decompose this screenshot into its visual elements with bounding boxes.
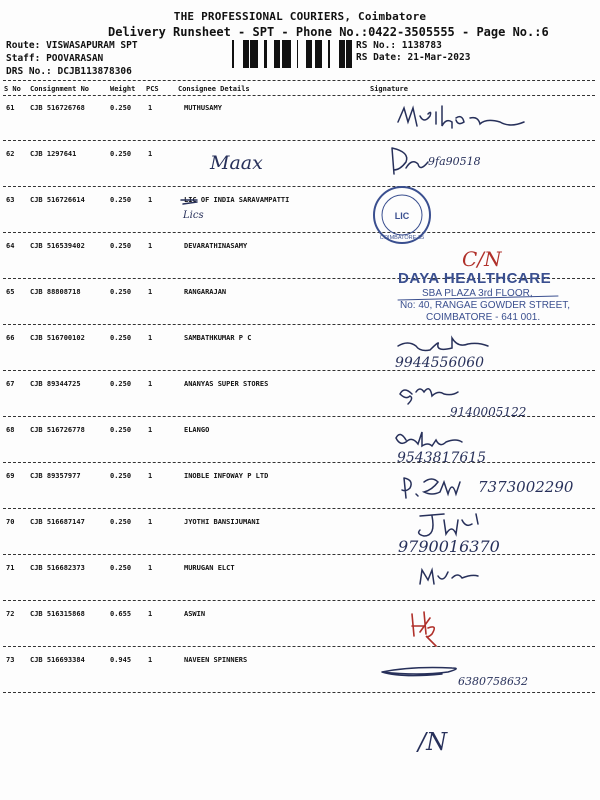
col-weight: Weight bbox=[110, 85, 136, 93]
drs-value: DCJB113878306 bbox=[57, 66, 132, 77]
row-sno: 68 bbox=[6, 426, 15, 434]
signature-73 bbox=[382, 668, 456, 676]
staff-value: POOVARASAN bbox=[46, 53, 104, 64]
row-weight: 0.655 bbox=[110, 610, 132, 618]
row-pcs: 1 bbox=[148, 564, 153, 572]
row-weight: 0.250 bbox=[110, 426, 132, 434]
row-pcs: 1 bbox=[148, 150, 153, 158]
signature-68 bbox=[396, 432, 462, 446]
row-pcs: 1 bbox=[148, 104, 153, 112]
row-pcs: 1 bbox=[148, 426, 153, 434]
row-pcs: 1 bbox=[148, 196, 153, 204]
drs-label: DRS No.: bbox=[6, 66, 52, 77]
col-pcs: PCS bbox=[146, 85, 159, 93]
signature-67 bbox=[400, 389, 458, 404]
row-pcs: 1 bbox=[148, 472, 153, 480]
row-consignment: CJB 516726614 bbox=[30, 196, 85, 204]
row-weight: 0.945 bbox=[110, 656, 132, 664]
route-value: VISWASAPURAM SPT bbox=[46, 40, 138, 51]
col-signature: Signature bbox=[370, 85, 408, 93]
row-consignment: CJB 516315868 bbox=[30, 610, 85, 618]
signature-69 bbox=[402, 478, 460, 498]
stamp-line4: COIMBATORE - 641 001. bbox=[426, 312, 541, 323]
row-weight: 0.250 bbox=[110, 334, 132, 342]
row-weight: 0.250 bbox=[110, 472, 132, 480]
signature-71 bbox=[420, 570, 478, 584]
row-consignee: DEVARATHINASAMY bbox=[184, 242, 248, 250]
hand-row63-note: Lics bbox=[183, 210, 204, 221]
row-consignment: CJB 516726768 bbox=[30, 104, 85, 112]
col-consignment: Consignment No bbox=[30, 85, 90, 93]
row-weight: 0.250 bbox=[110, 242, 132, 250]
row-sno: 66 bbox=[6, 334, 15, 342]
row-pcs: 1 bbox=[148, 334, 153, 342]
hr-mark-72 bbox=[412, 612, 436, 646]
row-consignee: JYOTHI BANSIJUMANI bbox=[184, 518, 260, 526]
row-consignment: CJB 516700102 bbox=[30, 334, 85, 342]
hand-phone-66: 9944556060 bbox=[395, 355, 485, 371]
row-consignment: CJB 516693384 bbox=[30, 656, 85, 664]
row-consignment: CJB 88808718 bbox=[30, 288, 81, 296]
hand-phone-70: 9790016370 bbox=[398, 537, 500, 556]
lic-seal bbox=[374, 187, 430, 243]
row-pcs: 1 bbox=[148, 518, 153, 526]
stamp-line3: No: 40, RANGAE GOWDER STREET, bbox=[400, 300, 571, 311]
row-sno: 73 bbox=[6, 656, 15, 664]
rs-no-value: 1138783 bbox=[401, 40, 442, 51]
rs-date-label: RS Date: bbox=[356, 52, 402, 63]
row-pcs: 1 bbox=[148, 380, 153, 388]
signature-66 bbox=[398, 338, 488, 351]
row-consignment: CJB 516682373 bbox=[30, 564, 85, 572]
hand-maax: Maax bbox=[210, 152, 263, 174]
row-consignee: MURUGAN ELCT bbox=[184, 564, 235, 572]
seal-ring: COIMBATORE-35 bbox=[379, 235, 425, 241]
row-sno: 71 bbox=[6, 564, 15, 572]
row-weight: 0.250 bbox=[110, 518, 132, 526]
row-consignee: INOBLE INFOWAY P LTD bbox=[184, 472, 269, 480]
col-consignee: Consignee Details bbox=[178, 85, 250, 93]
row-consignee: SAMBATHKUMAR P C bbox=[184, 334, 252, 342]
route-label: Route: bbox=[6, 40, 41, 51]
hand-phone-69: 7373002290 bbox=[478, 478, 574, 496]
hand-phone-67: 9140005122 bbox=[450, 405, 527, 419]
row-pcs: 1 bbox=[148, 610, 153, 618]
hand-phone-73: 6380758632 bbox=[458, 675, 528, 688]
strike-63 bbox=[181, 200, 197, 204]
col-sno: S No bbox=[4, 85, 21, 93]
stamp-line2: SBA PLAZA 3rd FLOOR, bbox=[422, 288, 533, 299]
row-weight: 0.250 bbox=[110, 380, 132, 388]
row-pcs: 1 bbox=[148, 242, 153, 250]
row-consignee: ASWIN bbox=[184, 610, 206, 618]
row-consignment: CJB 516539402 bbox=[30, 242, 85, 250]
hand-hr-72 bbox=[430, 628, 431, 629]
row-consignee: LIC OF INDIA SARAVAMPATTI bbox=[184, 196, 290, 204]
row-sno: 72 bbox=[6, 610, 15, 618]
rs-no-label: RS No.: bbox=[356, 40, 397, 51]
stamp-line1: DAYA HEALTHCARE bbox=[398, 270, 552, 287]
row-weight: 0.250 bbox=[110, 564, 132, 572]
row-sno: 61 bbox=[6, 104, 15, 112]
row-consignee: NAVEEN SPINNERS bbox=[184, 656, 248, 664]
row-consignee: ELANGO bbox=[184, 426, 210, 434]
row-consignee: RANGARAJAN bbox=[184, 288, 227, 296]
runsheet-title: Delivery Runsheet - SPT - Phone No.:0422-3505555 - Page No.:6 bbox=[108, 25, 549, 39]
rs-date-value: 21-Mar-2023 bbox=[407, 52, 471, 63]
cn-mark: C/N bbox=[462, 247, 502, 271]
row-sno: 69 bbox=[6, 472, 15, 480]
row-weight: 0.250 bbox=[110, 196, 132, 204]
row-pcs: 1 bbox=[148, 288, 153, 296]
row-sno: 62 bbox=[6, 150, 15, 158]
row-consignment: CJB 516687147 bbox=[30, 518, 85, 526]
row-weight: 0.250 bbox=[110, 104, 132, 112]
seal-center: LIC bbox=[394, 211, 410, 221]
row-pcs: 1 bbox=[148, 656, 153, 664]
row-consignee: MUTHUSAMY bbox=[184, 104, 222, 112]
row-sno: 65 bbox=[6, 288, 15, 296]
signature-61 bbox=[398, 106, 524, 128]
row-consignment: CJB 516726778 bbox=[30, 426, 85, 434]
signature-70 bbox=[419, 514, 478, 536]
hand-bottom-mark: /N bbox=[418, 728, 448, 756]
hand-phone-68: 9543817615 bbox=[397, 450, 487, 466]
signature-62 bbox=[392, 148, 428, 174]
row-sno: 64 bbox=[6, 242, 15, 250]
row-consignment: CJB 89344725 bbox=[30, 380, 81, 388]
row-sno: 63 bbox=[6, 196, 15, 204]
staff-label: Staff: bbox=[6, 53, 41, 64]
row-weight: 0.250 bbox=[110, 288, 132, 296]
row-weight: 0.250 bbox=[110, 150, 132, 158]
row-consignee: ANANYAS SUPER STORES bbox=[184, 380, 269, 388]
row-consignment: CJB 89357977 bbox=[30, 472, 81, 480]
row-consignment: CJB 1297641 bbox=[30, 150, 77, 158]
hand-row62-sign: 9fa90518 bbox=[428, 155, 481, 168]
company-name: THE PROFESSIONAL COURIERS, Coimbatore bbox=[173, 10, 427, 23]
row-sno: 70 bbox=[6, 518, 15, 526]
row-sno: 67 bbox=[6, 380, 15, 388]
